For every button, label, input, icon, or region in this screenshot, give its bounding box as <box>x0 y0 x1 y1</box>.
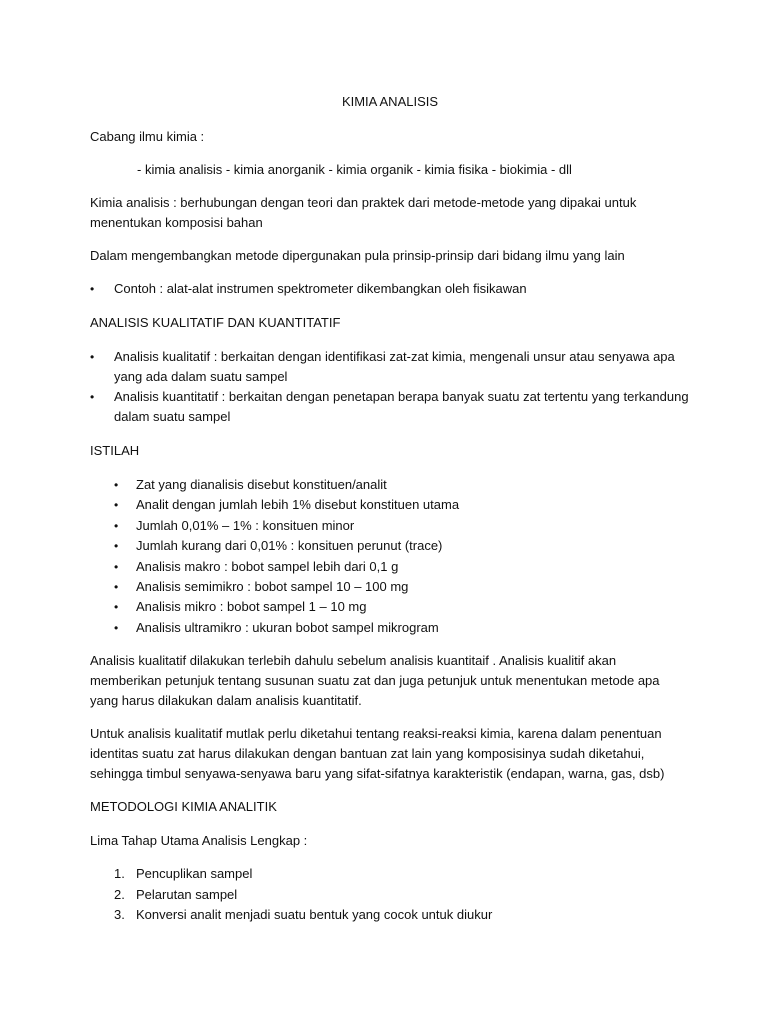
bullet-icon: • <box>90 350 95 364</box>
list-item-text: Analisis semimikro : bobot sampel 10 – 100 mg <box>136 579 409 595</box>
step-number: 1. <box>114 866 125 882</box>
bullet-icon: • <box>114 620 119 635</box>
bullet-icon: • <box>114 518 119 533</box>
bullet-icon: • <box>114 580 119 595</box>
step-number: 3. <box>114 907 125 923</box>
bullet-icon: • <box>90 390 95 404</box>
list-item <box>90 597 690 617</box>
step-text: Konversi analit menjadi suatu bentuk yang cocok untuk diukur <box>136 907 493 923</box>
list-item-text: Zat yang dianalisis disebut konstituen/analit <box>136 477 387 492</box>
metodologi-subheading: Lima Tahap Utama Analisis Lengkap : <box>90 833 308 849</box>
list-item-text: Jumlah 0,01% – 1% : konsituen minor <box>136 517 355 533</box>
bullet-icon: • <box>114 498 119 513</box>
document-title: KIMIA ANALISIS <box>341 94 439 109</box>
bullet-icon: • <box>114 559 119 574</box>
section-heading-istilah: ISTILAH <box>90 443 140 458</box>
list-item-text: Analisis makro : bobot sampel lebih dari 0,1 g <box>136 558 399 574</box>
step-number: 2. <box>114 886 125 902</box>
kualitatif-paragraph: Analisis kualitatif dilakukan terlebih dahulu sebelum analisis kuantitaif . Analisis kualitif akan memberikan petunjuk tentang susunan suatu zat dan juga petunjuk untuk menentukan metode apa yang harus dilakukan dalam analisis kuantitatif. <box>90 653 660 709</box>
kualitatif-list <box>90 347 690 427</box>
section-heading-kualitatif: ANALISIS KUALITATIF DAN KUANTITATIF <box>90 315 341 330</box>
list-item <box>90 516 690 536</box>
list-item-text: Analit dengan jumlah lebih 1% disebut konstituen utama <box>136 497 460 513</box>
definition-paragraph: Kimia analisis : berhubungan dengan teori dan praktek dari metode-metode yang dipakai untuk menentukan komposisi bahan <box>90 195 637 230</box>
steps-list <box>90 864 690 926</box>
step-text: Pelarutan sampel <box>136 886 238 902</box>
cabang-label: Cabang ilmu kimia : <box>90 129 205 144</box>
bullet-icon: • <box>90 282 95 296</box>
bullet-icon: • <box>114 478 119 492</box>
list-item <box>90 885 690 906</box>
list-item <box>90 347 690 387</box>
list-item <box>90 495 690 515</box>
list-item <box>90 279 690 299</box>
list-item-text: Analisis kualitatif : berkaitan dengan identifikasi zat-zat kimia, mengenali unsur atau senyawa apa yang ada dalam suatu sampel <box>114 349 675 384</box>
list-item-text: Contoh : alat-alat instrumen spektrometer dikembangkan oleh fisikawan <box>114 281 527 296</box>
list-item <box>90 557 690 577</box>
section-heading-metodologi: METODOLOGI KIMIA ANALITIK <box>90 799 277 815</box>
development-paragraph: Dalam mengembangkan metode dipergunakan pula prinsip-prinsip dari bidang ilmu yang lain <box>90 248 625 263</box>
list-item <box>90 905 690 926</box>
example-list <box>90 279 690 299</box>
list-item <box>90 475 690 495</box>
step-text: Pencuplikan sampel <box>136 866 253 882</box>
istilah-list <box>90 475 690 638</box>
list-item <box>90 536 690 556</box>
list-item-text: Analisis kuantitatif : berkaitan dengan penetapan berapa banyak suatu zat tertentu yang terkandung dalam suatu sampel <box>114 389 689 424</box>
bullet-icon: • <box>114 600 119 615</box>
list-item-text: Analisis ultramikro : ukuran bobot sampel mikrogram <box>136 619 439 635</box>
bullet-icon: • <box>114 539 119 554</box>
list-item-text: Jumlah kurang dari 0,01% : konsituen perunut (trace) <box>136 538 443 554</box>
list-item <box>90 618 690 638</box>
list-item <box>90 577 690 597</box>
list-item-text: Analisis mikro : bobot sampel 1 – 10 mg <box>136 599 367 615</box>
list-item <box>90 864 690 885</box>
document-page <box>90 92 690 926</box>
list-item <box>90 387 690 427</box>
cabang-list: - kimia analisis - kimia anorganik - kimia organik - kimia fisika - biokimia - dll <box>137 162 572 177</box>
reaksi-paragraph: Untuk analisis kualitatif mutlak perlu diketahui tentang reaksi-reaksi kimia, karena dalam penentuan identitas suatu zat harus dilakukan dengan bantuan zat lain yang komposisinya sudah diketahui, sehingga timbul senyawa-senyawa baru yang sifat-sifatnya karakteristik (endapan, warna, gas, dsb) <box>90 726 665 782</box>
